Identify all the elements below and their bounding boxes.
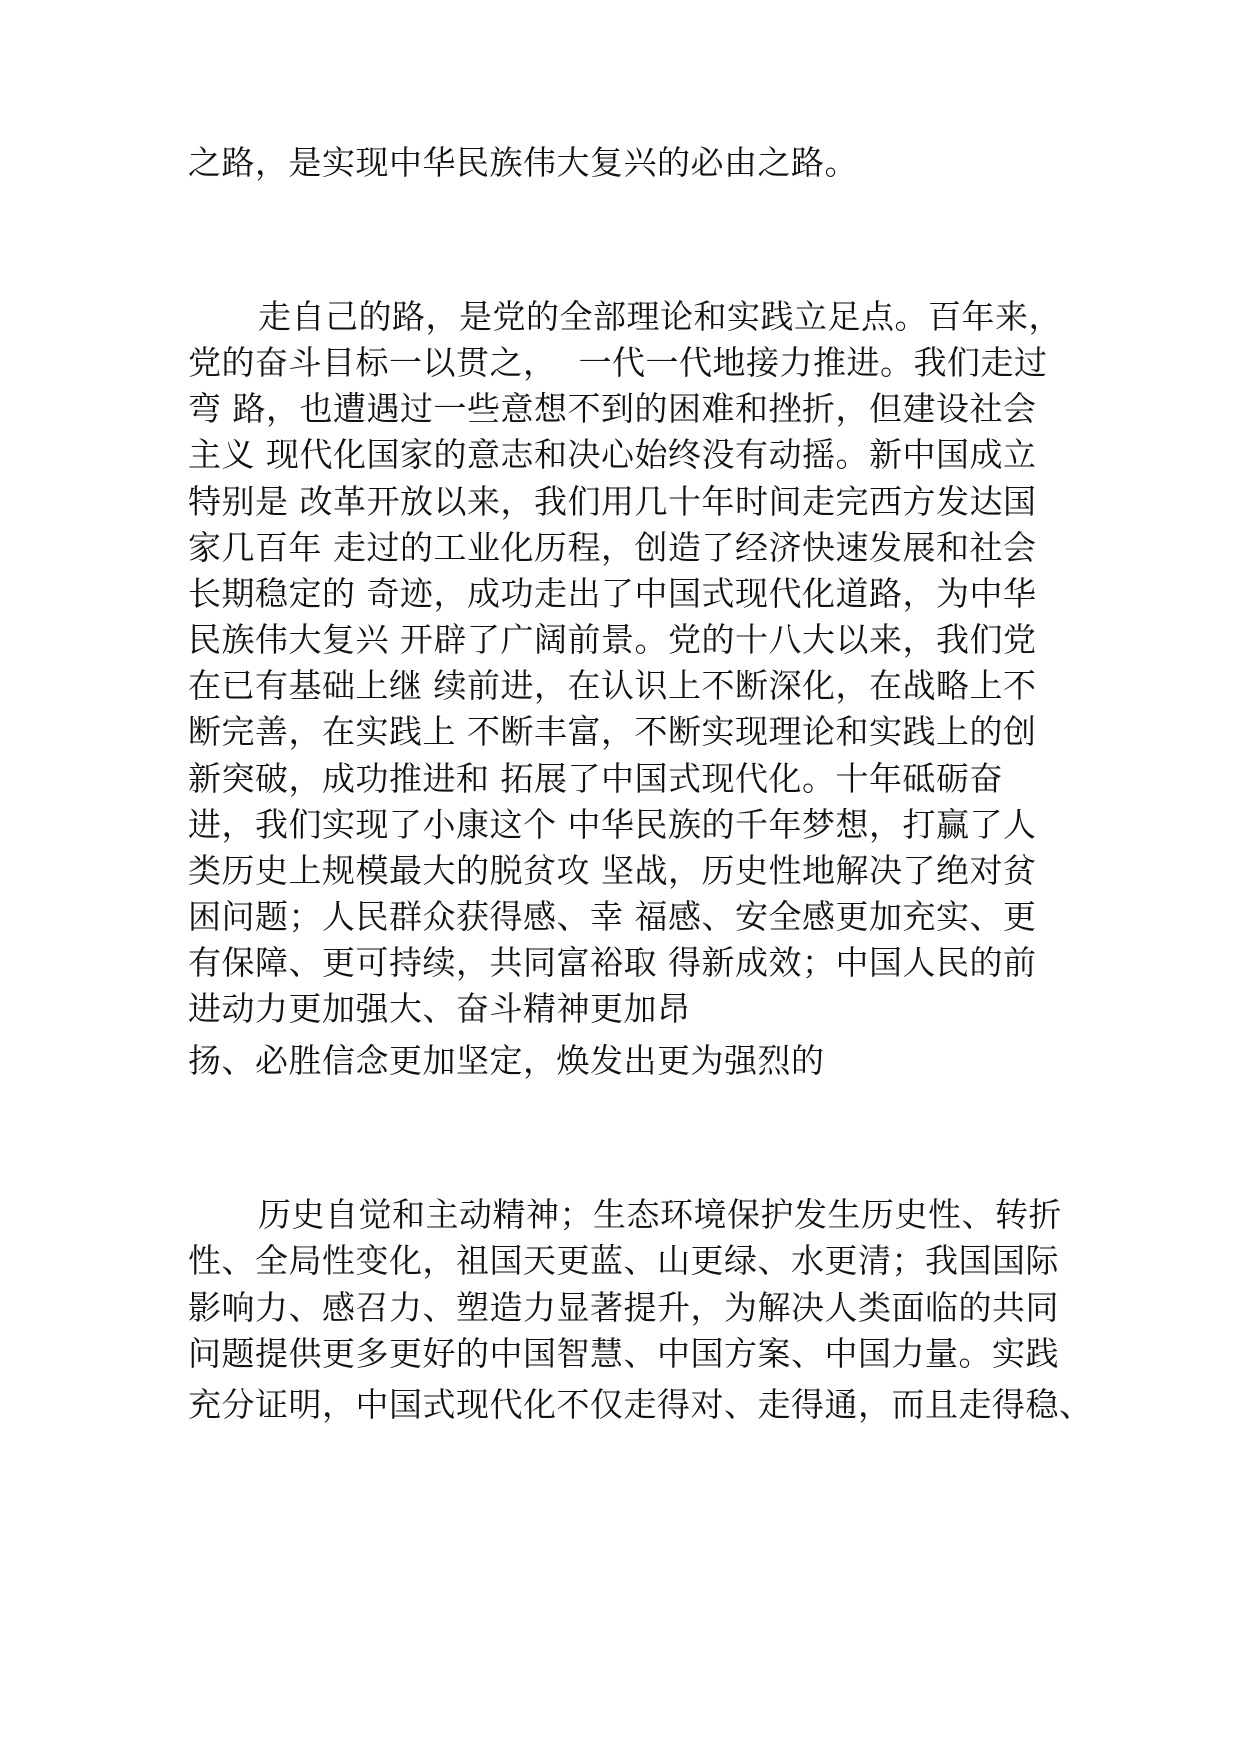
text-line: 扬、必胜信念更加坚定，焕发出更为强烈的 [188, 1041, 825, 1080]
text-line: 影响力、感召力、塑造力显著提升，为解决人类面临的共同 [188, 1288, 1059, 1327]
text-line: 主义 现代化国家的意志和决心始终没有动摇。新中国成立 [188, 435, 1037, 474]
text-line: 有保障、更可持续，共同富裕取 得新成效；中国人民的前 [188, 943, 1037, 982]
text-line: 长期稳定的 奇迹，成功走出了中国式现代化道路，为中华 [188, 574, 1037, 613]
text-line: 进动力更加强大、奋斗精神更加昂 [188, 989, 691, 1028]
text-line: 党的奋斗目标一以贯之， 一代一代地接力推进。我们走过 [188, 343, 1048, 382]
text-line: 充分证明，中国式现代化不仅走得对、走得通，而且走得稳、 [188, 1385, 1093, 1424]
text-line: 性、全局性变化，祖国天更蓝、山更绿、水更清；我国国际 [188, 1241, 1059, 1280]
text-line: 进，我们实现了小康这个 中华民族的千年梦想，打赢了人 [188, 805, 1037, 844]
text-line: 问题提供更多更好的中国智慧、中国方案、中国力量。实践 [188, 1334, 1059, 1373]
text-line: 特别是 改革开放以来，我们用几十年时间走完西方发达国 [188, 482, 1037, 521]
text-line: 历史自觉和主动精神；生态环境保护发生历史性、转折 [258, 1195, 1062, 1234]
text-line: 之路，是实现中华民族伟大复兴的必由之路。 [188, 143, 858, 182]
text-line: 民族伟大复兴 开辟了广阔前景。党的十八大以来，我们党 [188, 620, 1037, 659]
text-line: 断完善，在实践上 不断丰富，不断实现理论和实践上的创 [188, 712, 1037, 751]
text-line: 类历史上规模最大的脱贫攻 坚战，历史性地解决了绝对贫 [188, 851, 1037, 890]
text-line: 在已有基础上继 续前进，在认识上不断深化，在战略上不 [188, 666, 1037, 705]
text-line: 新突破，成功推进和 拓展了中国式现代化。十年砥砺奋 [188, 759, 1003, 798]
text-line: 家几百年 走过的工业化历程，创造了经济快速发展和社会 [188, 528, 1037, 567]
text-line: 走自己的路，是党的全部理论和实践立足点。百年来， [258, 297, 1062, 336]
text-line: 困问题；人民群众获得感、幸 福感、安全感更加充实、更 [188, 897, 1037, 936]
text-line: 弯 路，也遭遇过一些意想不到的困难和挫折，但建设社会 [188, 389, 1037, 428]
